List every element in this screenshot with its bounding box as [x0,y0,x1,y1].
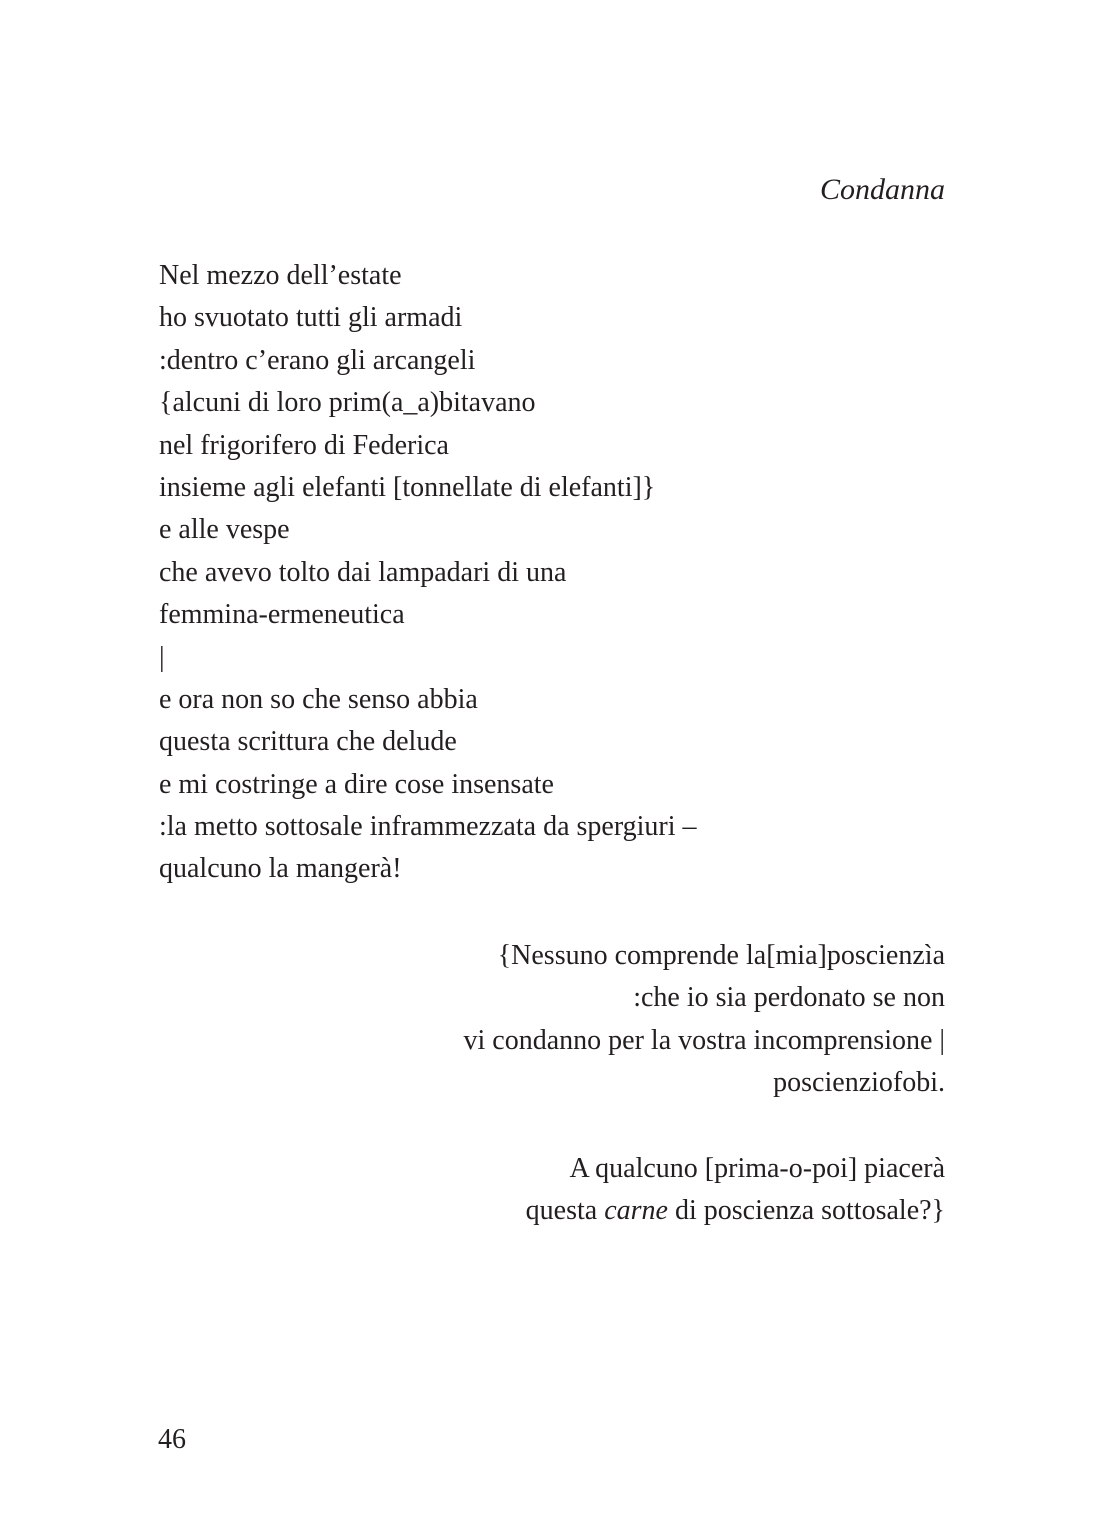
verse-text: questa [525,1195,605,1227]
verse-line: {alcuni di loro prim(a_a)bitavano [159,387,536,419]
verse-line: :dentro c’erano gli arcangeli [159,344,476,376]
verse-line: | [159,641,165,673]
verse-line: Nel mezzo dell’estate [159,260,402,291]
poem-title: Condanna [819,173,945,206]
verse-line: :la metto sottosale inframmezzata da spergiuri – [159,811,697,843]
verse-line: nel frigorifero di Federica [159,429,449,461]
verse-line: vi condanno per la vostra incomprensione | [463,1024,945,1056]
stanza-two [464,935,945,1105]
verse-line: e ora non so che senso abbia [159,683,478,715]
verse-line: femmina-ermeneutica [159,599,405,631]
verse-line: A qualcuno [prima-o-poi] piacerà [569,1153,945,1184]
verse-line: poscienziofobi. [773,1067,945,1099]
verse-line: qualcuno la mangerà! [159,853,402,885]
stanza-three [526,1148,945,1233]
verse-line: che avevo tolto dai lampadari di una [159,556,567,588]
verse-line: questa scrittura che delude [159,726,457,758]
verse-line: :che io sia perdonato se non [633,982,945,1014]
verse-line: e mi costringe a dire cose insensate [159,768,554,800]
verse-line: ho svuotato tutti gli armadi [159,302,463,334]
verse-text: di poscienza sottosale?} [667,1195,945,1227]
stanza-one [159,255,697,891]
verse-line: e alle vespe [159,514,290,546]
verse-line [526,1190,945,1232]
verse-line: {Nessuno comprende la[mia]poscienzìa [497,940,945,971]
page-number: 46 [158,1424,186,1455]
verse-line: insieme agli elefanti [tonnellate di elefanti]} [159,471,656,503]
verse-italic-word: carne [604,1195,668,1227]
